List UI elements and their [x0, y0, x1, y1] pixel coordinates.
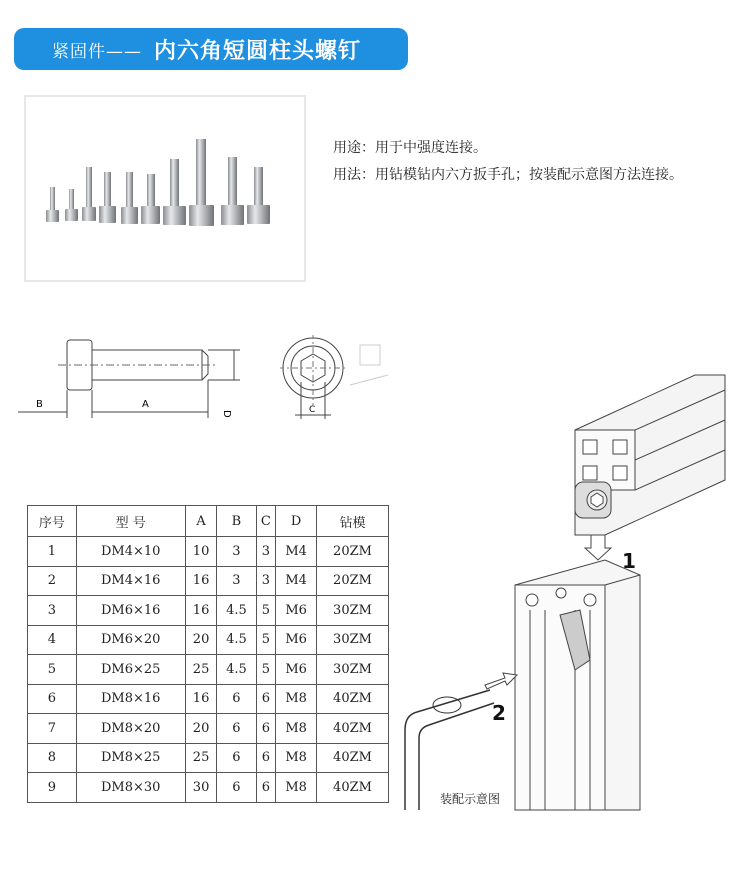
cell-model: DM6×16: [76, 596, 185, 626]
cell-a: 20: [185, 625, 217, 655]
cell-drill: 20ZM: [317, 566, 389, 596]
arrow-step-2: [485, 673, 517, 689]
cell-c: 5: [256, 625, 276, 655]
cell-index: 8: [28, 743, 77, 773]
cell-a: 30: [185, 773, 217, 803]
cell-model: DM8×30: [76, 773, 185, 803]
cell-b: 6: [217, 773, 256, 803]
cell-a: 10: [185, 537, 217, 567]
step-2-label: 2: [492, 701, 506, 725]
cell-a: 25: [185, 655, 217, 685]
cell-model: DM8×25: [76, 743, 185, 773]
product-photo-frame: [24, 95, 306, 282]
table-row: [28, 537, 389, 567]
cell-index: 1: [28, 537, 77, 567]
cell-b: 4.5: [217, 596, 256, 626]
table-row: [28, 566, 389, 596]
usage-text: 用于中强度连接。: [375, 140, 487, 156]
method-label: 用法：: [333, 167, 375, 183]
usage-row: [333, 135, 683, 162]
table-row: [28, 714, 389, 744]
cell-a: 16: [185, 566, 217, 596]
method-text: 用钻模钻内六方扳手孔；按装配示意图方法连接。: [375, 167, 683, 183]
th-a: A: [185, 506, 217, 537]
cell-b: 4.5: [217, 625, 256, 655]
cell-c: 6: [256, 773, 276, 803]
cell-c: 6: [256, 743, 276, 773]
vertical-profile: [515, 560, 640, 810]
table-row: [28, 773, 389, 803]
step-1-label: 1: [622, 549, 636, 573]
assembly-diagram: [395, 370, 745, 820]
th-index: 序号: [28, 506, 77, 537]
dim-label-a: A: [142, 399, 149, 410]
cell-index: 9: [28, 773, 77, 803]
cell-drill: 20ZM: [317, 537, 389, 567]
cell-d: M6: [276, 596, 317, 626]
cell-d: M8: [276, 684, 317, 714]
cell-index: 6: [28, 684, 77, 714]
cell-a: 20: [185, 714, 217, 744]
cell-drill: 40ZM: [317, 773, 389, 803]
end-view-drawing: [280, 335, 390, 430]
banner-title: 内六角短圆柱头螺钉: [154, 38, 362, 64]
arrow-step-1: [585, 535, 611, 560]
cell-model: DM4×16: [76, 566, 185, 596]
cell-model: DM8×20: [76, 714, 185, 744]
cell-d: M6: [276, 655, 317, 685]
table-row: [28, 625, 389, 655]
cell-a: 16: [185, 684, 217, 714]
cell-index: 3: [28, 596, 77, 626]
th-b: B: [217, 506, 256, 537]
cell-drill: 40ZM: [317, 743, 389, 773]
dim-label-d: D: [221, 410, 232, 418]
cell-c: 3: [256, 566, 276, 596]
usage-label: 用途：: [333, 140, 375, 156]
screws-photo: [26, 97, 304, 280]
th-drill: 钻模: [317, 506, 389, 537]
cell-c: 5: [256, 655, 276, 685]
faint-background-marks: [350, 345, 388, 385]
banner-category: 紧固件——: [52, 41, 142, 62]
title-banner: [14, 28, 408, 70]
method-row: [333, 162, 683, 189]
screw-group: [46, 139, 270, 226]
th-model: 型 号: [76, 506, 185, 537]
cell-model: DM8×16: [76, 684, 185, 714]
cell-drill: 40ZM: [317, 684, 389, 714]
th-c: C: [256, 506, 276, 537]
cell-d: M4: [276, 566, 317, 596]
table-header-row: [28, 506, 389, 537]
cell-drill: 30ZM: [317, 596, 389, 626]
side-view-drawing: [18, 330, 248, 430]
cell-d: M8: [276, 743, 317, 773]
spec-table: [27, 505, 389, 803]
cell-c: 6: [256, 714, 276, 744]
cell-c: 6: [256, 684, 276, 714]
cell-b: 6: [217, 743, 256, 773]
cell-index: 5: [28, 655, 77, 685]
cell-b: 3: [217, 566, 256, 596]
table-row: [28, 684, 389, 714]
cell-model: DM6×25: [76, 655, 185, 685]
cell-b: 6: [217, 684, 256, 714]
cell-b: 3: [217, 537, 256, 567]
cell-drill: 30ZM: [317, 655, 389, 685]
dim-label-b: B: [36, 399, 43, 410]
th-d: D: [276, 506, 317, 537]
cell-a: 25: [185, 743, 217, 773]
cell-c: 3: [256, 537, 276, 567]
cell-d: M8: [276, 773, 317, 803]
cell-model: DM6×20: [76, 625, 185, 655]
cell-index: 4: [28, 625, 77, 655]
cell-b: 6: [217, 714, 256, 744]
cell-drill: 30ZM: [317, 625, 389, 655]
cell-index: 2: [28, 566, 77, 596]
table-row: [28, 596, 389, 626]
cell-d: M8: [276, 714, 317, 744]
cell-d: M6: [276, 625, 317, 655]
cell-index: 7: [28, 714, 77, 744]
connector-screw: [575, 482, 611, 518]
cell-model: DM4×10: [76, 537, 185, 567]
cell-a: 16: [185, 596, 217, 626]
cell-d: M4: [276, 537, 317, 567]
cell-b: 4.5: [217, 655, 256, 685]
dim-label-c: C: [309, 405, 316, 415]
assembly-caption: 装配示意图: [440, 792, 501, 806]
description-block: [333, 135, 683, 189]
cell-c: 5: [256, 596, 276, 626]
table-row: [28, 743, 389, 773]
cell-drill: 40ZM: [317, 714, 389, 744]
table-row: [28, 655, 389, 685]
